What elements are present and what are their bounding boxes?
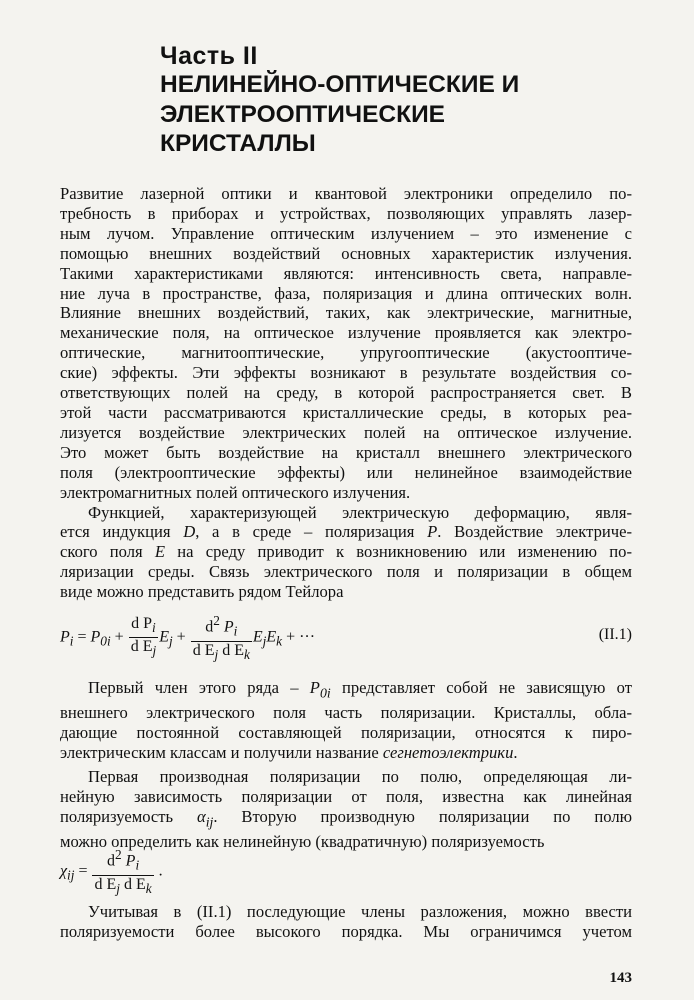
fraction-second-derivative: $\frac{d^2 P_i}{d E_j d E_k}$: [192, 613, 250, 662]
formula-taylor-series: [60, 612, 632, 662]
text-line: Первая производная поляризации по полю, определяющая ли-: [88, 766, 632, 786]
text-line: Учитывая в (II.1) последующие члены разложения, можно ввести: [88, 902, 632, 921]
text-line: ние луча в пространстве, фаза, поляризация и длина оптических волн.: [60, 283, 632, 303]
formula-expression: $P_i = P_{0i}$ + $\frac{d P_i}{d E_j}$ $E_j$ + $\frac{d^2 P_i}{d E_j d E_k}$ $E_jE_k$ + ···: [60, 613, 316, 662]
body-text-middle: [60, 678, 632, 852]
title-line: НЕЛИНЕЙНО-ОПТИЧЕСКИЕ И: [160, 71, 520, 98]
text-line: поляризуемости более высокого порядка. Мы ограничимся учетом: [60, 921, 632, 941]
body-text-top: [60, 184, 632, 602]
body-text-bottom: [60, 902, 632, 942]
text-line: этой части рассматриваются кристаллические среды, в которых реа-: [60, 402, 632, 422]
formula-nonlinear-polarizability: [60, 846, 632, 896]
part-label: Часть II: [160, 42, 258, 70]
fraction-second-derivative: $\frac{d^2 P_i}{d E_j d E_k}$: [94, 847, 152, 896]
title-line: КРИСТАЛЛЫ: [160, 130, 316, 157]
paragraph-first-term: [60, 678, 632, 763]
text-line: поля (электрооптические эффекты) или нелинейное взаимодействие: [60, 462, 632, 482]
text-line: электрическим классам и получили название сегнетоэлектрики.: [60, 743, 518, 763]
text-line: нейную зависимость поляризации от поля, известна как линейная: [60, 786, 632, 806]
paragraph-intro: [60, 184, 632, 503]
formula-expression: $\chi_{ij}$ = $\frac{d^2 P_i}{d E_j d E_k}$ .: [60, 847, 163, 896]
text-line: ответствующих полей на среду, в которой распространяется свет. В: [60, 383, 632, 403]
text-line: механические поля, на оптическое излучение проявляется как электро-: [60, 323, 632, 343]
title-line: ЭЛЕКТРООПТИЧЕСКИЕ: [160, 100, 446, 128]
text-line: дающие постоянной составляющей поляризации, относятся к пиро-: [60, 723, 632, 743]
text-line: ского поля E на среду приводит к возникновению или изменению по-: [60, 542, 632, 562]
paragraph-first-derivative: [60, 767, 632, 852]
text-line: Влияние внешних воздействий, таких, как электрические, магнитные,: [60, 303, 632, 323]
text-line: внешнего электрического поля часть поляризации. Кристаллы, обла-: [60, 703, 632, 723]
paragraph-higher-order: [60, 902, 632, 942]
chapter-heading: [160, 42, 640, 159]
text-line: можно определить как нелинейную (квадратичную) поляризуемость: [60, 831, 545, 851]
text-line: Такими характеристиками являются: интенсивность света, направле-: [60, 263, 632, 283]
text-line: помощью внешних воздействий основных характеристик излучения.: [60, 243, 632, 263]
paragraph-polarization: [60, 503, 632, 603]
text-line: ным лучом. Управление оптическим излучением – это изменение с: [60, 223, 632, 243]
text-line: Функцией, характеризующей электрическую деформацию, явля-: [88, 502, 632, 522]
text-line: ские) эффекты. Эти эффекты возникают в результате воздействия со-: [60, 363, 632, 383]
text-line: требность в приборах и устройствах, позволяющих управлять лазер-: [60, 203, 632, 223]
text-line: ется индукция D, а в среде – поляризация P. Воздействие электриче-: [60, 522, 632, 542]
page-number: 143: [609, 970, 632, 986]
equation-number: (II.1): [598, 626, 632, 643]
text-line: электромагнитных полей оптического излучения.: [60, 482, 411, 502]
chapter-title: [160, 70, 640, 159]
text-line: Это может быть воздействие на кристалл внешнего электрического: [60, 442, 632, 462]
text-line: лизуется воздействие электрических полей на оптическое излучение.: [60, 422, 632, 442]
text-line: виде можно представить рядом Тейлора: [60, 582, 344, 602]
fraction-first-derivative: $\frac{d P_i}{d E_j}$: [130, 615, 157, 659]
text-line: поляризуемость $\alpha_{ij}$. Вторую производную поляризации по полю: [60, 806, 632, 830]
text-line: ляризации среды. Связь электрического поля и поляризации в общем: [60, 562, 632, 582]
text-line: оптические, магнитооптические, упругооптические (акустооптиче-: [60, 343, 632, 363]
text-line: Развитие лазерной оптики и квантовой электроники определило по-: [60, 184, 632, 203]
text-line: Первый член этого ряда – $P_{0i}$ представляет собой не зависящую от: [88, 678, 632, 701]
